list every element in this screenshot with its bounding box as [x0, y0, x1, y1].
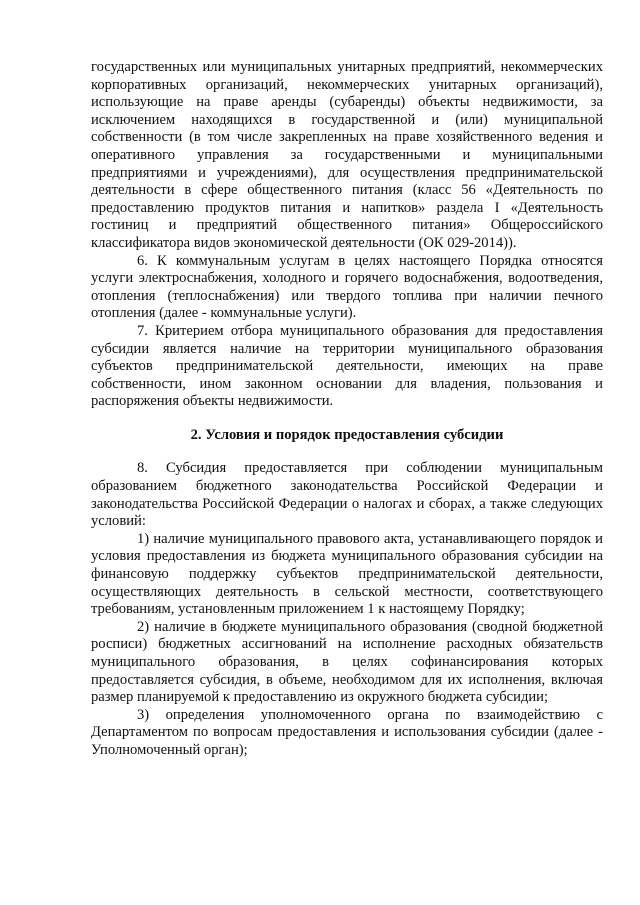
condition-1: 1) наличие муниципального правового акта, устанавливающего порядок и условия предоставления из бюджета муниципального образования субсидии на финансовую поддержку субъектов предпринимательской деятельности, осуществляющих деятельность в сельской местности, соответствующего требованиям, установленным приложением 1 к настоящему Порядку;: [91, 530, 603, 618]
document-body: [91, 59, 603, 760]
condition-2: 2) наличие в бюджете муниципального образования (сводной бюджетной росписи) бюджетных ассигнований на исполнение расходных обязательств муниципального образования, в целях софинансирования которых предоставляется субсидия, в объеме, необходимом для их исполнения, включая размер планируемой к предоставлению из окружного бюджета субсидии;: [91, 618, 603, 706]
condition-3: 3) определения уполномоченного органа по взаимодействию с Департаментом по вопросам предоставления и использования субсидии (далее - Уполномоченный орган);: [91, 706, 603, 758]
paragraph-continuation: государственных или муниципальных унитарных предприятий, некоммерческих корпоративных организаций, некоммерческих унитарных организаций), использующие на праве аренды (субаренды) объекты недвижимости, за исключением находящихся в государственной и (или) муниципальной собственности (в том числе закрепленных на праве хозяйственного ведения и оперативного управления за государственными и муниципальными предприятиями и учреждениями), для осуществления предпринимательской деятельности в сфере общественного питания (класс 56 «Деятельность по предоставлению продуктов питания и напитков» раздела I «Деятельность гостиниц и предприятий общественного питания» Общероссийского классификатора видов экономической деятельности (ОК 029-2014)).: [91, 59, 603, 251]
paragraph-8: 8. Субсидия предоставляется при соблюдении муниципальным образованием бюджетного законодательства Российской Федерации и законодательства Российской Федерации о налогах и сборах, а также следующих условий:: [91, 460, 603, 530]
paragraph-6: 6. К коммунальным услугам в целях настоящего Порядка относятся услуги электроснабжения, холодного и горячего водоснабжения, водоотведения, отопления (теплоснабжения) или твердого топлива при наличии печного отопления (далее - коммунальные услуги).: [91, 252, 603, 322]
paragraph-7: 7. Критерием отбора муниципального образования для предоставления субсидии является наличие на территории муниципального образования субъектов предпринимательской деятельности, имеющих на праве собственности, ином законном основании для владения, пользования и распоряжения объекты недвижимости.: [91, 322, 603, 410]
section-2-heading: 2. Условия и порядок предоставления субсидии: [190, 426, 504, 443]
